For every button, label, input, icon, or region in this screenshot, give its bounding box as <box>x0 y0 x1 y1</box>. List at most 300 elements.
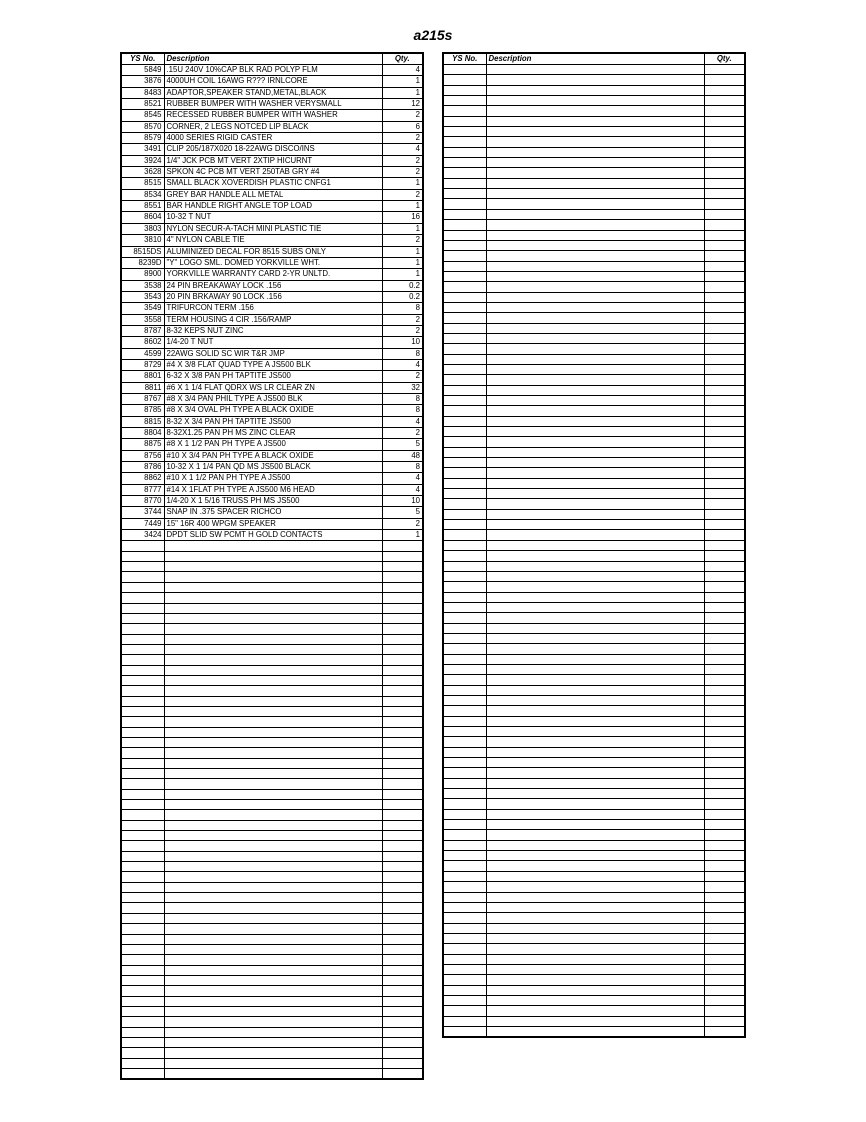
part-number-cell <box>121 924 164 934</box>
quantity-cell <box>382 903 423 913</box>
quantity-cell <box>704 302 745 312</box>
description-cell <box>164 1027 382 1037</box>
part-number-cell <box>121 737 164 747</box>
description-cell: GREY BAR HANDLE ALL METAL <box>164 189 382 200</box>
part-number-cell: 8777 <box>121 484 164 495</box>
quantity-cell <box>704 178 745 188</box>
part-number-cell <box>443 75 486 85</box>
part-number-cell: 8515 <box>121 178 164 189</box>
quantity-cell: 1 <box>382 178 423 189</box>
quantity-cell: 32 <box>382 382 423 393</box>
table-row <box>121 450 423 461</box>
quantity-cell <box>704 437 745 447</box>
description-cell <box>486 458 704 468</box>
description-cell <box>486 1016 704 1026</box>
quantity-cell <box>704 65 745 75</box>
part-number-cell <box>121 758 164 768</box>
description-cell <box>164 541 382 551</box>
quantity-cell <box>704 333 745 343</box>
description-cell: 10-32 X 1 1/4 PAN QD MS JS500 BLACK <box>164 462 382 473</box>
part-number-cell: 3744 <box>121 507 164 518</box>
part-number-cell <box>121 613 164 623</box>
description-cell <box>486 633 704 643</box>
part-number-cell <box>443 716 486 726</box>
empty-row <box>121 934 423 944</box>
description-cell <box>486 551 704 561</box>
quantity-cell: 2 <box>382 428 423 439</box>
part-number-cell: 3543 <box>121 291 164 302</box>
table-row <box>121 246 423 257</box>
part-number-cell <box>121 603 164 613</box>
description-cell <box>164 851 382 861</box>
part-number-cell <box>443 85 486 95</box>
description-cell: SMALL BLACK XOVERDISH PLASTIC CNFG1 <box>164 178 382 189</box>
table-row <box>121 405 423 416</box>
quantity-cell <box>382 934 423 944</box>
description-cell <box>486 1006 704 1016</box>
part-number-cell <box>121 593 164 603</box>
part-number-cell <box>443 168 486 178</box>
empty-row <box>443 220 745 230</box>
part-number-cell <box>121 851 164 861</box>
part-number-cell <box>443 137 486 147</box>
empty-row <box>443 282 745 292</box>
part-number-cell <box>121 862 164 872</box>
quantity-cell: 2 <box>382 325 423 336</box>
quantity-cell <box>704 902 745 912</box>
table-row <box>121 121 423 132</box>
part-number-cell: 8756 <box>121 450 164 461</box>
part-number-cell <box>443 975 486 985</box>
part-number-cell: 8786 <box>121 462 164 473</box>
part-number-cell <box>443 354 486 364</box>
part-number-cell <box>443 489 486 499</box>
quantity-cell <box>382 862 423 872</box>
empty-row <box>443 540 745 550</box>
part-number-cell <box>121 675 164 685</box>
table-row <box>121 110 423 121</box>
description-cell <box>486 520 704 530</box>
empty-row <box>121 851 423 861</box>
quantity-cell: 8 <box>382 405 423 416</box>
quantity-cell <box>704 727 745 737</box>
quantity-cell <box>704 158 745 168</box>
part-number-cell <box>121 769 164 779</box>
description-cell: CLIP 205/187X020 18-22AWG DISCO/INS <box>164 144 382 155</box>
empty-row <box>121 624 423 634</box>
description-cell <box>164 737 382 747</box>
part-number-cell: 8570 <box>121 121 164 132</box>
table-row <box>121 337 423 348</box>
part-number-cell <box>443 106 486 116</box>
quantity-cell: 1 <box>382 246 423 257</box>
description-cell <box>486 127 704 137</box>
description-cell: ADAPTOR,SPEAKER STAND,METAL,BLACK <box>164 87 382 98</box>
part-number-cell: 8604 <box>121 212 164 223</box>
description-cell <box>486 96 704 106</box>
quantity-cell <box>704 675 745 685</box>
empty-row <box>443 582 745 592</box>
part-number-cell: 8862 <box>121 473 164 484</box>
part-number-cell <box>121 1017 164 1027</box>
empty-row <box>443 158 745 168</box>
part-number-cell <box>443 220 486 230</box>
empty-row <box>121 737 423 747</box>
part-number-cell <box>443 1016 486 1026</box>
part-number-cell <box>121 655 164 665</box>
quantity-cell <box>704 344 745 354</box>
quantity-cell <box>382 737 423 747</box>
description-cell <box>164 572 382 582</box>
part-number-cell <box>121 831 164 841</box>
part-number-cell <box>121 748 164 758</box>
description-cell: SNAP IN .375 SPACER RICHCO <box>164 507 382 518</box>
empty-row <box>443 644 745 654</box>
empty-row <box>443 820 745 830</box>
description-cell <box>164 1037 382 1047</box>
quantity-cell <box>704 882 745 892</box>
quantity-cell <box>704 685 745 695</box>
description-cell <box>486 447 704 457</box>
empty-row <box>443 727 745 737</box>
description-cell <box>164 903 382 913</box>
quantity-cell <box>382 924 423 934</box>
quantity-cell <box>704 220 745 230</box>
part-number-cell <box>121 810 164 820</box>
part-number-cell <box>443 830 486 840</box>
part-number-cell: 8729 <box>121 359 164 370</box>
table-row <box>121 314 423 325</box>
quantity-cell <box>704 375 745 385</box>
empty-row <box>121 1058 423 1068</box>
empty-row <box>443 1006 745 1016</box>
quantity-cell <box>704 602 745 612</box>
empty-row <box>443 975 745 985</box>
part-number-cell <box>121 1058 164 1068</box>
description-cell: 6-32 X 3/8 PAN PH TAPTITE JS500 <box>164 371 382 382</box>
empty-row <box>443 499 745 509</box>
part-number-cell <box>443 933 486 943</box>
table-row <box>121 303 423 314</box>
description-cell <box>164 655 382 665</box>
empty-row <box>443 768 745 778</box>
description-cell: 1/4-20 T NUT <box>164 337 382 348</box>
column-header-ys-no: YS No. <box>443 53 486 65</box>
part-number-cell <box>443 540 486 550</box>
part-number-cell <box>443 209 486 219</box>
table-row <box>121 439 423 450</box>
part-number-cell <box>121 706 164 716</box>
table-row <box>121 223 423 234</box>
quantity-cell <box>382 944 423 954</box>
part-number-cell: 8767 <box>121 393 164 404</box>
quantity-cell <box>382 831 423 841</box>
table-row <box>121 87 423 98</box>
part-number-cell <box>121 944 164 954</box>
quantity-cell <box>382 706 423 716</box>
part-number-cell <box>443 613 486 623</box>
empty-row <box>121 1006 423 1016</box>
part-number-cell: 8811 <box>121 382 164 393</box>
part-number-cell <box>121 996 164 1006</box>
quantity-cell <box>704 509 745 519</box>
empty-row <box>443 985 745 995</box>
part-number-cell <box>121 686 164 696</box>
empty-row <box>443 96 745 106</box>
empty-row <box>443 344 745 354</box>
part-number-cell <box>443 902 486 912</box>
empty-row <box>443 333 745 343</box>
empty-row <box>121 1068 423 1078</box>
part-number-cell <box>121 1068 164 1078</box>
description-cell <box>486 468 704 478</box>
quantity-cell <box>704 623 745 633</box>
empty-row <box>443 468 745 478</box>
part-number-cell <box>443 509 486 519</box>
part-number-cell <box>443 799 486 809</box>
description-cell <box>164 893 382 903</box>
quantity-cell <box>704 199 745 209</box>
description-cell <box>164 820 382 830</box>
empty-row <box>443 664 745 674</box>
empty-row <box>443 396 745 406</box>
description-cell <box>164 913 382 923</box>
empty-row <box>121 1048 423 1058</box>
part-number-cell <box>443 158 486 168</box>
description-cell <box>486 561 704 571</box>
description-cell <box>486 571 704 581</box>
part-number-cell: 8239D <box>121 257 164 268</box>
part-number-cell <box>443 458 486 468</box>
part-number-cell: 5849 <box>121 65 164 76</box>
quantity-cell <box>382 1027 423 1037</box>
description-cell <box>164 996 382 1006</box>
part-number-cell <box>443 344 486 354</box>
empty-row <box>121 655 423 665</box>
description-cell <box>486 975 704 985</box>
quantity-cell <box>704 571 745 581</box>
description-cell: #4 X 3/8 FLAT QUAD TYPE A JS500 BLK <box>164 359 382 370</box>
description-cell <box>486 830 704 840</box>
table-row <box>121 235 423 246</box>
description-cell <box>486 209 704 219</box>
description-cell <box>486 985 704 995</box>
empty-row <box>443 799 745 809</box>
empty-row <box>443 251 745 261</box>
quantity-cell <box>704 995 745 1005</box>
quantity-cell <box>704 499 745 509</box>
description-cell <box>486 540 704 550</box>
table-row <box>121 291 423 302</box>
description-cell <box>164 1017 382 1027</box>
part-number-cell: 3491 <box>121 144 164 155</box>
quantity-cell <box>704 116 745 126</box>
quantity-cell: 8 <box>382 348 423 359</box>
description-cell <box>164 841 382 851</box>
quantity-cell: 1 <box>382 87 423 98</box>
description-cell <box>486 871 704 881</box>
description-cell <box>164 686 382 696</box>
quantity-cell <box>382 572 423 582</box>
part-number-cell <box>443 333 486 343</box>
part-number-cell <box>443 65 486 75</box>
part-number-cell <box>443 116 486 126</box>
description-cell <box>486 954 704 964</box>
empty-row <box>443 1026 745 1036</box>
part-number-cell: 8602 <box>121 337 164 348</box>
quantity-cell: 2 <box>382 167 423 178</box>
quantity-cell <box>382 541 423 551</box>
empty-row <box>443 147 745 157</box>
description-cell <box>486 230 704 240</box>
part-number-cell <box>121 1037 164 1047</box>
empty-row <box>443 613 745 623</box>
empty-row <box>121 582 423 592</box>
description-cell <box>164 1048 382 1058</box>
description-cell <box>164 934 382 944</box>
part-number-cell: 8815 <box>121 416 164 427</box>
quantity-cell <box>382 779 423 789</box>
quantity-cell <box>704 758 745 768</box>
part-number-cell <box>443 582 486 592</box>
part-number-cell <box>121 1027 164 1037</box>
empty-row <box>121 924 423 934</box>
quantity-cell <box>382 769 423 779</box>
part-number-cell: 8900 <box>121 269 164 280</box>
empty-row <box>121 727 423 737</box>
quantity-cell <box>704 768 745 778</box>
quantity-cell <box>704 261 745 271</box>
empty-row <box>121 882 423 892</box>
empty-row <box>443 882 745 892</box>
quantity-cell <box>704 385 745 395</box>
quantity-cell <box>704 592 745 602</box>
table-row <box>121 189 423 200</box>
description-cell <box>486 995 704 1005</box>
part-number-cell <box>121 779 164 789</box>
description-cell <box>486 427 704 437</box>
empty-row <box>443 851 745 861</box>
part-number-cell <box>443 851 486 861</box>
empty-row <box>443 923 745 933</box>
description-cell <box>164 789 382 799</box>
description-cell <box>164 665 382 675</box>
empty-row <box>443 892 745 902</box>
description-cell <box>486 602 704 612</box>
quantity-cell <box>382 624 423 634</box>
empty-row <box>121 965 423 975</box>
description-cell: ALUMINIZED DECAL FOR 8515 SUBS ONLY <box>164 246 382 257</box>
part-number-cell <box>443 364 486 374</box>
description-cell <box>164 696 382 706</box>
part-number-cell <box>443 499 486 509</box>
part-number-cell <box>443 944 486 954</box>
empty-row <box>443 406 745 416</box>
empty-row <box>121 955 423 965</box>
empty-row <box>121 872 423 882</box>
part-number-cell <box>121 696 164 706</box>
quantity-cell <box>704 871 745 881</box>
quantity-cell <box>704 913 745 923</box>
description-cell <box>486 851 704 861</box>
quantity-cell: 8 <box>382 303 423 314</box>
quantity-cell <box>704 892 745 902</box>
empty-row <box>121 1017 423 1027</box>
column-header-description: Description <box>164 53 382 65</box>
part-number-cell <box>121 717 164 727</box>
table-row <box>121 484 423 495</box>
part-number-cell <box>443 199 486 209</box>
part-number-cell <box>443 447 486 457</box>
part-number-cell <box>443 747 486 757</box>
description-cell: NYLON SECUR-A-TACH MINI PLASTIC TIE <box>164 223 382 234</box>
empty-row <box>443 323 745 333</box>
quantity-cell <box>382 872 423 882</box>
quantity-cell <box>382 613 423 623</box>
quantity-cell: 10 <box>382 337 423 348</box>
description-cell <box>164 706 382 716</box>
part-number-cell: 8483 <box>121 87 164 98</box>
quantity-cell <box>704 478 745 488</box>
part-number-cell <box>443 189 486 199</box>
quantity-cell <box>704 613 745 623</box>
table-row <box>121 76 423 87</box>
empty-row <box>443 530 745 540</box>
quantity-cell <box>704 1026 745 1036</box>
empty-row <box>443 127 745 137</box>
description-cell <box>486 333 704 343</box>
quantity-cell: 2 <box>382 155 423 166</box>
part-number-cell <box>121 644 164 654</box>
description-cell <box>486 240 704 250</box>
description-cell: 4000 SERIES RIGID CASTER <box>164 133 382 144</box>
description-cell <box>486 158 704 168</box>
quantity-cell <box>704 251 745 261</box>
quantity-cell <box>704 633 745 643</box>
description-cell <box>486 147 704 157</box>
part-number-cell: 4599 <box>121 348 164 359</box>
description-cell <box>164 644 382 654</box>
part-number-cell <box>443 644 486 654</box>
part-number-cell <box>443 592 486 602</box>
description-cell <box>486 592 704 602</box>
table-row <box>121 518 423 529</box>
part-number-cell: 3810 <box>121 235 164 246</box>
empty-row <box>443 571 745 581</box>
quantity-cell <box>704 396 745 406</box>
quantity-cell <box>382 551 423 561</box>
quantity-cell <box>382 851 423 861</box>
quantity-cell <box>704 458 745 468</box>
part-number-cell <box>443 695 486 705</box>
part-number-cell <box>121 841 164 851</box>
table-row <box>121 257 423 268</box>
empty-row <box>121 665 423 675</box>
quantity-cell <box>704 1006 745 1016</box>
part-number-cell <box>443 789 486 799</box>
empty-row <box>443 313 745 323</box>
page-title: a215s <box>413 27 453 43</box>
description-cell <box>486 251 704 261</box>
part-number-cell: 8521 <box>121 99 164 110</box>
quantity-cell: 0.2 <box>382 280 423 291</box>
empty-row <box>121 686 423 696</box>
description-cell <box>486 695 704 705</box>
description-cell <box>486 789 704 799</box>
empty-row <box>443 778 745 788</box>
empty-row <box>443 944 745 954</box>
empty-row <box>443 840 745 850</box>
